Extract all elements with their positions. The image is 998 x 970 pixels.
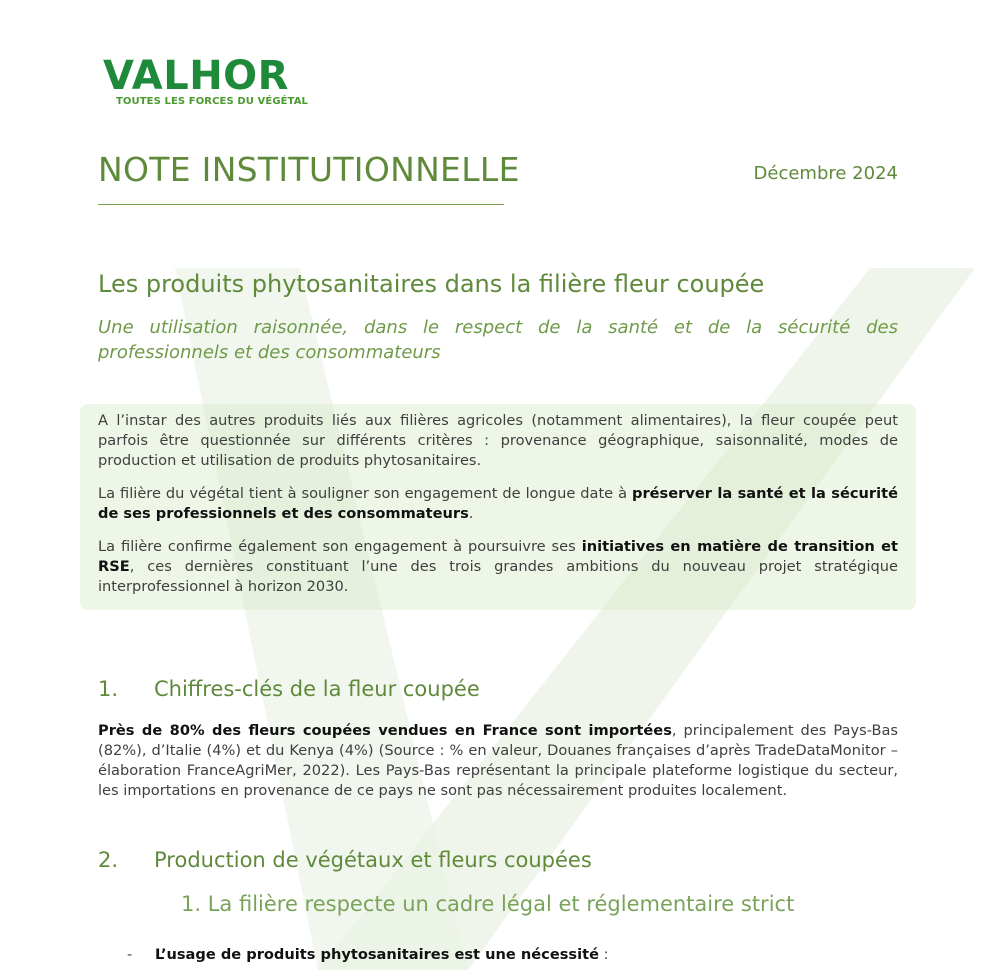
intro-paragraph-1 xyxy=(98,411,898,471)
section-2-number: 2. xyxy=(98,848,119,872)
document-date: Décembre 2024 xyxy=(753,163,898,184)
logo-tagline: TOUTES LES FORCES DU VÉGÉTAL xyxy=(116,96,309,107)
intro-p1-text: A l’instar des autres produits liés aux filières agricoles (notamment alimentaires), la fleur coupée peut parfois être questionnée sur différents critères : provenance géographique, saisonnalité, modes de production et utilisation de produits phytosanitaires. xyxy=(98,412,898,469)
section-2-title: Production de végétaux et fleurs coupées xyxy=(154,848,592,872)
section-2-1-number: 1. xyxy=(181,892,202,916)
bullet-bold: L’usage de produits phytosanitaires est une nécessité xyxy=(155,946,599,963)
intro-p2-end: . xyxy=(468,505,474,522)
bullet-text: : xyxy=(598,946,609,963)
intro-p3-end: , ces dernières constituant l’une des trois grandes ambitions du nouveau projet stratégique interprofessionnel à horizon 2030. xyxy=(98,558,898,595)
title-underline xyxy=(98,204,504,205)
section-1-text: , principalement des Pays-Bas (82%), d’Italie (4%) et du Kenya (4%) (Source : % en valeur, Douanes françaises d’après TradeDataMonitor – élaboration FranceAgriMer, 2022). Les Pays-Bas représentant la principale plateforme logistique du secteur, les importations en provenance de ce pays ne sont pas nécessairement produites localement. xyxy=(98,722,899,799)
section-2-heading xyxy=(98,848,592,872)
section-2-1-title: La filière respecte un cadre légal et réglementaire strict xyxy=(207,892,795,916)
valhor-logo xyxy=(103,54,308,107)
section-1-number: 1. xyxy=(98,677,119,701)
document-title: NOTE INSTITUTIONNELLE xyxy=(98,150,520,189)
logo-wordmark: VALHOR xyxy=(103,53,289,99)
intro-p2-bold: préserver la santé et la sécurité de ses professionnels et des consommateurs xyxy=(98,485,899,522)
intro-paragraph-3 xyxy=(98,537,898,597)
section-1-bold: Près de 80% des fleurs coupées vendues en France sont importées xyxy=(98,722,672,739)
section-1-heading xyxy=(98,677,480,701)
intro-paragraph-2 xyxy=(98,484,898,524)
main-heading: Les produits phytosanitaires dans la filière fleur coupée xyxy=(98,270,765,298)
intro-p2-text: La filière du végétal tient à souligner son engagement de longue date à xyxy=(98,485,633,502)
section-1-paragraph xyxy=(98,721,898,801)
bullet-dash: - xyxy=(127,946,133,963)
intro-p3-text: La filière confirme également son engagement à poursuivre ses xyxy=(98,538,582,555)
section-1-title: Chiffres-clés de la fleur coupée xyxy=(154,677,480,701)
main-subtitle: Une utilisation raisonnée, dans le respect de la santé et de la sécurité des professionnels et des consommateurs xyxy=(98,317,898,363)
section-2-1-heading xyxy=(181,892,794,916)
intro-p3-bold: initiatives en matière de transition et RSE xyxy=(98,538,898,575)
bullet-item xyxy=(127,946,609,963)
